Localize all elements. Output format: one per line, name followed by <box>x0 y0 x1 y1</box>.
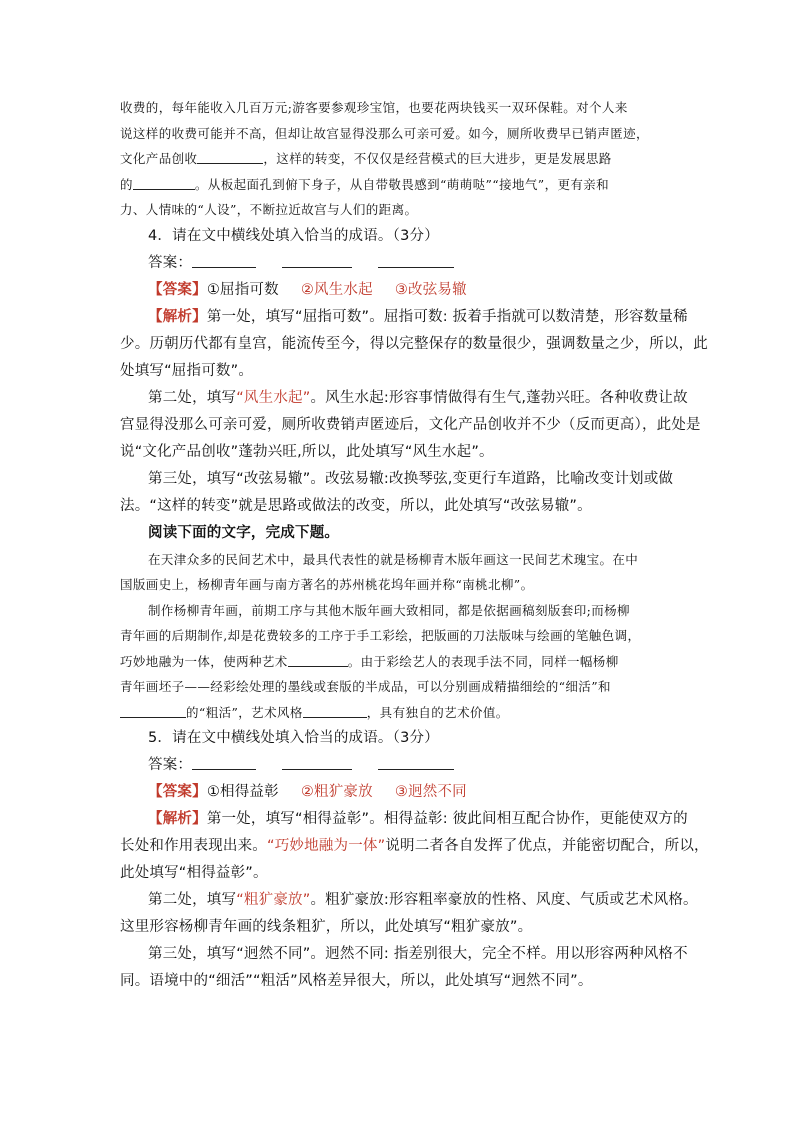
passage2-line: 青年画坯子——经彩绘处理的墨线或套版的半成品，可以分别画成精描细绘的“细活”和 <box>120 679 611 694</box>
answer-option: ①相得益彰 <box>206 784 279 800</box>
fill-blank-4 <box>120 703 186 718</box>
analysis-line <box>120 806 688 833</box>
passage2-line <box>120 649 675 675</box>
answer-option: ③改弦易辙 <box>394 281 467 298</box>
answer-blank <box>282 253 352 268</box>
answer-line <box>120 277 675 304</box>
passage2-text: 的“粗活”，艺术风格 <box>186 704 303 720</box>
answer-blanks-row <box>120 250 675 277</box>
analysis-text: 。粗犷豪放:形容粗率豪放的性格、风度、气质或艺术风格。 <box>310 892 698 908</box>
analysis-line: 此处填写“相得益彰”。 <box>120 865 268 881</box>
answer-option: ②粗犷豪放 <box>300 784 373 800</box>
answer-option: ①屈指可数 <box>206 281 279 298</box>
passage1-text: ，这样的转变，不仅仅是经营模式的巨大进步，更是发展思路 <box>263 151 612 166</box>
analysis-text: 第一处，填写“屈指可数”。屈指可数: 扳着手指就可以数清楚，形容数量稀 <box>206 308 688 325</box>
passage1-text: 。从板起面孔到俯下身子，从自带敬畏感到“萌萌哒”“接地气”，更有亲和 <box>194 176 610 192</box>
fill-blank-3 <box>288 652 348 667</box>
analysis-line <box>120 304 688 331</box>
analysis-line: 同。语境中的“细活”“粗活”风格差异很大，所以，此处填写“迥然不同”。 <box>120 973 593 989</box>
analysis-line: 这里形容杨柳青年画的线条粗犷，所以，此处填写“粗犷豪放”。 <box>120 919 533 935</box>
passage2-text: 巧妙地融为一体，使两种艺术 <box>120 653 288 669</box>
analysis-line <box>120 887 698 914</box>
passage1-line: 说这样的收费可能并不高，但却让故宫显得没那么可亲可爱。如今，厕所收费早已销声匿迹， <box>120 125 649 141</box>
analysis-highlight: “风生水起” <box>236 389 311 406</box>
analysis-line: 少。历朝历代都有皇宫，能流传至今，得以完整保存的数量很少，强调数量之少，所以，此 <box>120 335 708 352</box>
analysis-line <box>120 385 688 412</box>
answer-blanks-row <box>120 752 675 779</box>
passage2-line: 制作杨柳青年画，前期工序与其他木版年画大致相同，都是依据画稿刻版套印;而杨柳 <box>148 602 630 618</box>
analysis-highlight: “巧妙地融为一体” <box>267 838 386 854</box>
analysis-tag: 【解析】 <box>148 308 207 325</box>
passage2-text: 。由于彩绘艺人的表现手法不同，同样一幅杨柳 <box>347 653 619 669</box>
analysis-text: 第二处，填写 <box>148 892 237 908</box>
document-page <box>120 95 709 995</box>
answer-option: ③迥然不同 <box>394 784 467 800</box>
passage1-text: 的 <box>120 176 133 192</box>
answer-tag: 【答案】 <box>148 281 207 298</box>
passage2-line: 青年画的后期制作,却是花费较多的工序于手工彩绘，把版画的刀法版味与绘画的笔触色调， <box>120 628 641 643</box>
passage1-text: 文化产品创收 <box>120 151 198 166</box>
passage1-line: 力、人情味的“人设”，不断拉近故宫与人们的距离。 <box>120 202 418 217</box>
fill-blank-2 <box>133 175 195 190</box>
analysis-highlight: “粗犷豪放” <box>236 892 311 908</box>
analysis-line: 第三处，填写“改弦易辙”。改弦易辙:改换琴弦,变更行车道路，比喻改变计划或做 <box>148 470 674 487</box>
analysis-line: 说“文化产品创收”蓬勃兴旺,所以，此处填写“风生水起”。 <box>120 443 494 460</box>
question-4: 4．请在文中横线处填入恰当的成语。（3分） <box>148 227 439 244</box>
analysis-text: 第二处，填写 <box>148 389 237 406</box>
analysis-line: 处填写“屈指可数”。 <box>120 362 254 379</box>
analysis-line: 法。“这样的转变”就是思路或做法的改变，所以，此处填写“改弦易辙”。 <box>120 497 592 514</box>
answer-blank <box>192 253 256 268</box>
fill-blank-1 <box>197 149 263 164</box>
analysis-text: 第一处，填写“相得益彰”。相得益彰: 彼此间相互配合协作，更能使双方的 <box>206 811 688 827</box>
passage1-line <box>120 146 675 172</box>
answer-blank <box>378 253 454 268</box>
passage1-line: 收费的，每年能收入几百万元;游客要参观珍宝馆，也要花两块钱买一双环保鞋。对个人来 <box>120 100 628 115</box>
analysis-line <box>120 833 709 860</box>
answer-blank <box>192 755 256 770</box>
analysis-line: 第三处，填写“迥然不同”。迥然不同: 指差别很大，完全不样。用以形容两种风格不 <box>148 946 688 962</box>
answer-tag: 【答案】 <box>148 784 207 800</box>
answer-blank <box>282 755 352 770</box>
answer-prefix: 答案： <box>148 254 193 271</box>
section-title: 阅读下面的文字，完成下题。 <box>148 524 340 541</box>
passage2-line <box>120 700 675 726</box>
answer-option: ②风生水起 <box>300 281 373 298</box>
passage2-text: ，具有独自的艺术价值。 <box>366 704 509 720</box>
answer-blank <box>378 755 454 770</box>
passage1-line <box>120 172 675 198</box>
fill-blank-5 <box>303 703 367 718</box>
analysis-text: 长处和作用表现出来。 <box>120 838 267 854</box>
answer-line <box>120 779 675 806</box>
passage2-line: 国版画史上，杨柳青年画与南方著名的苏州桃花坞年画并称“南桃北柳”。 <box>120 577 534 592</box>
analysis-line: 宫显得没那么可亲可爱，厕所收费销声匿迹后，文化产品创收并不少（反而更高），此处是 <box>120 416 701 433</box>
analysis-text: 说明二者各自发挥了优点，并能密切配合，所以， <box>385 838 709 854</box>
analysis-tag: 【解析】 <box>148 811 207 827</box>
analysis-text: 。风生水起:形容事情做得有生气,蓬勃兴旺。各种收费让故 <box>310 389 688 406</box>
passage2-line: 在天津众多的民间艺术中，最具代表性的就是杨柳青木版年画这一民间艺术瑰宝。在中 <box>148 551 639 567</box>
answer-prefix: 答案： <box>148 757 193 773</box>
question-5: 5．请在文中横线处填入恰当的成语。（3分） <box>148 730 439 746</box>
